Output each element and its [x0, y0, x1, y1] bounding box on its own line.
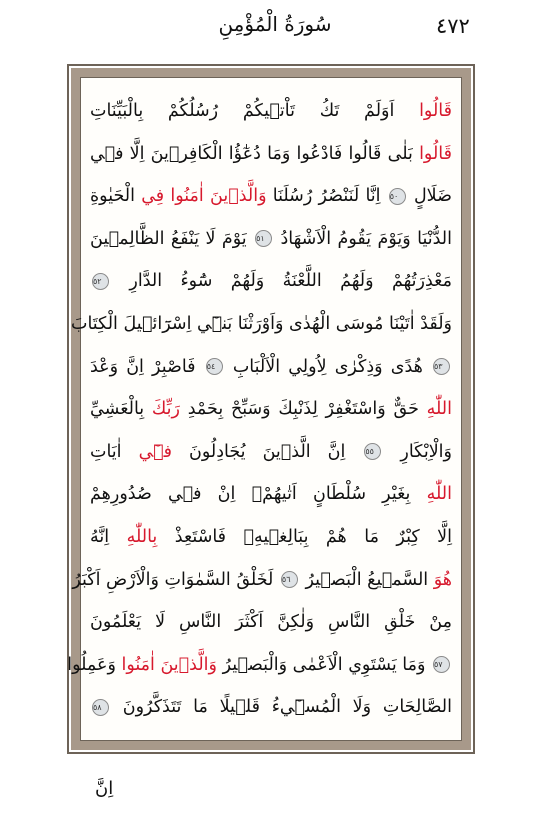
text-line	[90, 220, 452, 258]
ayah-number-marker: ٥٧	[433, 656, 450, 673]
verse-text: هُدًى وَذِكْرٰى لِاُولِي الْاَلْبَابِ	[224, 356, 431, 377]
text-line	[90, 475, 452, 513]
verse-text: لَخَلْقُ السَّمٰوَاتِ وَالْاَرْضِ اَكْبَرُ	[72, 569, 279, 590]
verse-text: اِنَّ الَّذ۪ينَ يُجَادِلُونَ	[172, 441, 363, 462]
highlighted-word: اللّٰهِ	[426, 484, 452, 505]
verse-text: وَمَا يَسْتَوِي الْاَعْمٰى وَالْبَص۪يرُ	[217, 654, 431, 675]
text-line	[90, 433, 452, 471]
ayah-number-marker: ٥٨	[92, 699, 109, 716]
catchword: اِنَّ	[95, 778, 114, 799]
text-line	[90, 518, 452, 556]
highlighted-word: قَالُوا	[419, 101, 452, 121]
page-header	[0, 0, 550, 62]
text-line	[90, 603, 452, 641]
text-line	[90, 177, 452, 215]
text-line	[90, 135, 452, 173]
verse-text: حَقٌّ وَاسْتَغْفِرْ لِذَنْبِكَ وَسَبِّحْ بِحَمْدِ	[180, 399, 427, 420]
quran-text-area	[67, 92, 452, 732]
highlighted-word: اللّٰهِ	[426, 399, 452, 420]
highlighted-word: وَالَّذ۪ينَ اٰمَنُوا	[121, 654, 217, 675]
verse-text: بِغَيْرِ سُلْطَانٍ اَتٰيهُمْۙ اِنْ ف۪ي صُدُورِهِمْ	[90, 484, 427, 505]
verse-text: اَوَلَمْ تَكُ تَاْت۪يكُمْ رُسُلُكُمْ بِالْبَيِّنَاتِ	[90, 101, 420, 121]
verse-text: بَلٰى قَالُوا فَادْعُوا وَمَا دُعٰٓؤُا الْكَافِر۪ينَ اِلَّا ف۪ي	[90, 143, 420, 164]
verse-text: وَالْاِبْكَارِ	[383, 441, 452, 462]
ayah-number-marker: ٥٦	[281, 571, 298, 588]
verse-text: الدُّنْيَا وَيَوْمَ يَقُومُ الْاَشْهَادُ	[274, 228, 452, 249]
highlighted-word: هُوَ	[433, 569, 452, 590]
text-line	[90, 262, 452, 300]
surah-title: سُورَةُ الْمُؤْمِنِ	[218, 12, 332, 36]
text-line	[90, 92, 452, 130]
verse-text: مِنْ خَلْقِ النَّاسِ وَلٰكِنَّ اَكْثَرَ النَّاسِ لَا يَعْلَمُونَ	[90, 612, 452, 633]
verse-text: اٰيَاتِ	[90, 441, 139, 462]
verse-text: اِلَّا كِبْرٌ مَا هُمْ بِبَالِغ۪يهِۚ فَاسْتَعِذْ	[157, 527, 452, 547]
highlighted-word: بِاللّٰهِ	[126, 527, 158, 547]
verse-text: وَلَقَدْ اٰتَيْنَا مُوسَى الْهُدٰى وَاَوْرَثْنَا بَن۪ٓي اِسْرَٓائ۪يلَ الْكِتَابَ	[70, 314, 452, 334]
verse-text: يَوْمَ لَا يَنْفَعُ الظَّالِم۪ينَ	[90, 228, 254, 249]
text-line	[70, 305, 452, 343]
text-line	[72, 561, 452, 599]
ayah-number-marker: ٥٥	[364, 443, 381, 460]
ayah-number-marker: ٥١	[255, 230, 272, 247]
verse-text: وَعَمِلُوا	[67, 654, 122, 675]
ayah-number-marker: ٥٢	[92, 273, 109, 290]
text-line	[67, 646, 452, 684]
page-number: ٤٧٢	[436, 14, 470, 38]
text-line	[90, 390, 452, 428]
highlighted-word: رَبِّكَ	[151, 399, 180, 420]
verse-text: فَاصْبِرْ اِنَّ وَعْدَ	[90, 356, 204, 377]
text-line	[90, 688, 452, 726]
highlighted-word: قَالُوا	[419, 143, 452, 164]
highlighted-word: وَالَّذ۪ينَ اٰمَنُوا فِي	[141, 186, 267, 207]
verse-text: بِالْعَشِيِّ	[90, 399, 152, 420]
ayah-number-marker: ٥٤	[206, 358, 223, 375]
verse-text: السَّم۪يعُ الْبَص۪يرُ	[299, 569, 434, 590]
text-line	[90, 348, 452, 386]
verse-text: مَعْذِرَتُهُمْ وَلَهُمُ اللَّعْنَةُ وَلَهُمْ سُٓوءُ الدَّارِ	[111, 271, 452, 292]
ayah-number-marker: ٥٠	[389, 188, 406, 205]
verse-text: اِنَّهُ	[90, 527, 127, 547]
verse-text: ضَلَالٍ	[407, 186, 452, 207]
verse-text: الْحَيٰوةِ	[90, 186, 142, 207]
verse-text: الصَّالِحَاتِ وَلَا الْمُس۪ٓيءُ قَل۪يلًا مَا تَتَذَكَّرُونَ	[111, 697, 452, 718]
verse-text: اِنَّا لَنَنْصُرُ رُسُلَنَا	[266, 186, 387, 207]
highlighted-word: ف۪ٓي	[138, 441, 173, 462]
ayah-number-marker: ٥٣	[433, 358, 450, 375]
